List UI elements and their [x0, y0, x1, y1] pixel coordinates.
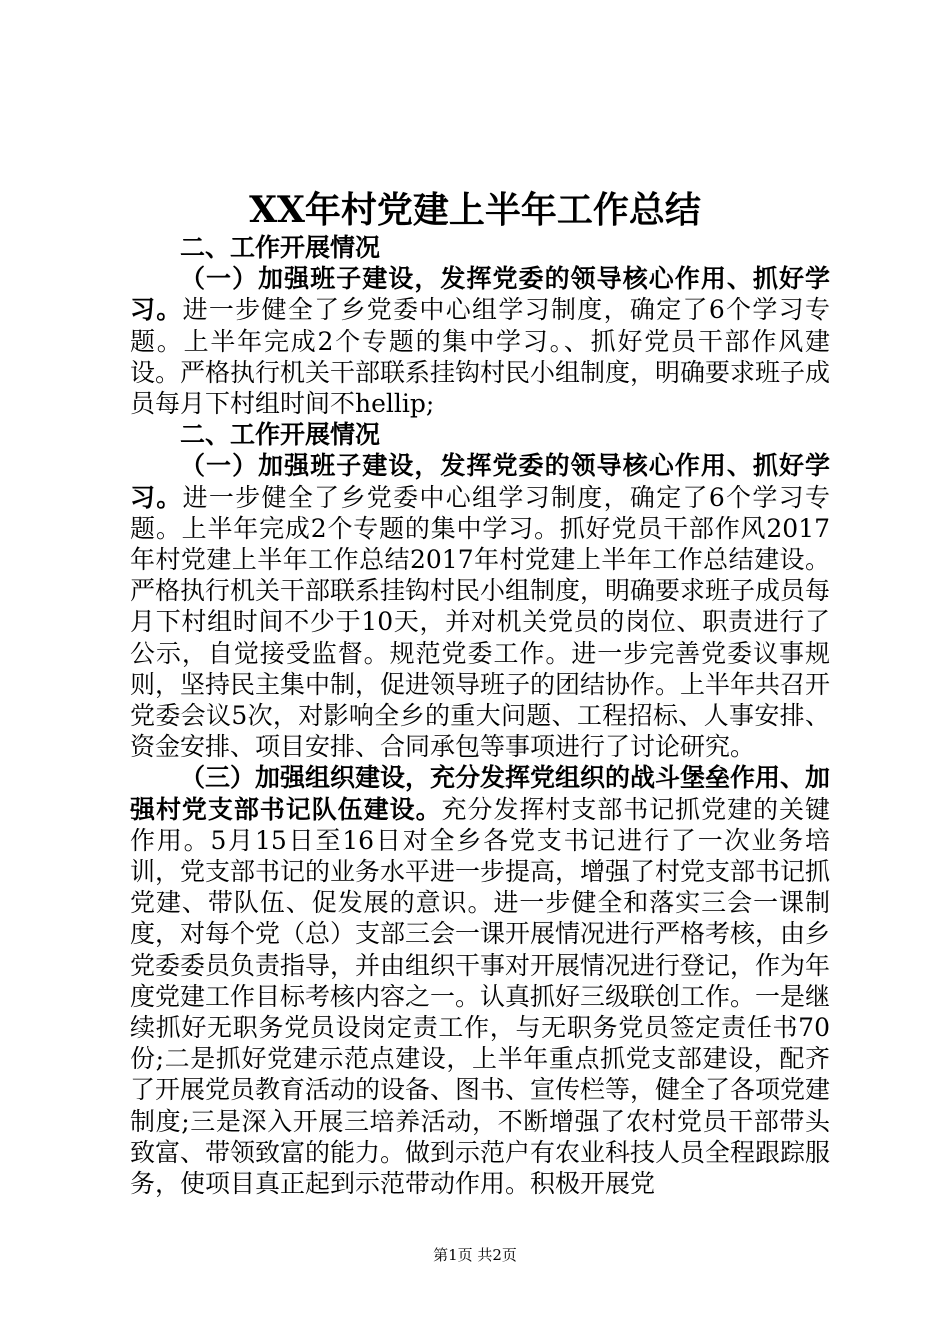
paragraph-lead: （一）加强班子建设，发挥党委的领导核心作用、抓好学习。	[130, 451, 830, 512]
body-paragraph	[130, 263, 830, 419]
document-title: XX年村党建上半年工作总结	[249, 189, 701, 231]
paragraph-lead: （三）加强组织建设，充分发挥党组织的战斗堡垒作用、加强村党支部书记队伍建设。	[130, 763, 831, 824]
paragraph-text: 进一步健全了乡党委中心组学习制度，确定了6个学习专题。上半年完成2个专题的集中学习。抓好党员干部作风2017年村党建上半年工作总结2017年村党建上半年工作总结建设。严格执行机关干部联系挂钩村民小组制度，明确要求班子成员每月下村组时间不少于10天，并对机关党员的岗位、职责进行了公示，自觉接受监督。规范党委工作。进一步完善党委议事规则，坚持民主集中制，促进领导班子的团结协作。上半年共召开党委会议5次，对影响全乡的重大问题、工程招标、人事安排、资金安排、项目安排、合同承包等事项进行了讨论研究。	[130, 482, 831, 762]
paragraph-text: 进一步健全了乡党委中心组学习制度，确定了6个学习专题。上半年完成2个专题的集中学习。、抓好党员干部作风建设。严格执行机关干部联系挂钩村民小组制度，明确要求班子成员每月下村组时间不hellip;	[130, 295, 831, 419]
body-paragraph	[130, 450, 830, 762]
document-body	[130, 232, 830, 1199]
section-heading: 二、工作开展情况	[180, 233, 381, 262]
paragraph-lead: （一）加强班子建设，发挥党委的领导核心作用、抓好学习。	[130, 264, 830, 325]
body-paragraph	[130, 762, 830, 1199]
section-heading: 二、工作开展情况	[180, 420, 381, 450]
paragraph-text: 充分发挥村支部书记抓党建的关键作用。5月15日至16日对全乡各党支书记进行了一次业务培训，党支部书记的业务水平进一步提高，增强了村党支部书记抓党建、带队伍、促发展的意识。进一步健全和落实三会一课制度，对每个党（总）支部三会一课开展情况进行严格考核，由乡党委委员负责指导，并由组织干事对开展情况进行登记，作为年度党建工作目标考核内容之一。认真抓好三级联创工作。一是继续抓好无职务党员设岗定责工作，与无职务党员签定责任书70份;二是抓好党建示范点建设，上半年重点抓党支部建设，配齐了开展党员教育活动的设备、图书、宣传栏等，健全了各项党建制度;三是深入开展三培养活动，不断增强了农村党员干部带头致富、带领致富的能力。做到示范户有农业科技人员全程跟踪服务，使项目真正起到示范带动作用。积极开展党	[130, 794, 831, 1199]
page-footer: 第1页 共2页	[433, 1246, 517, 1264]
